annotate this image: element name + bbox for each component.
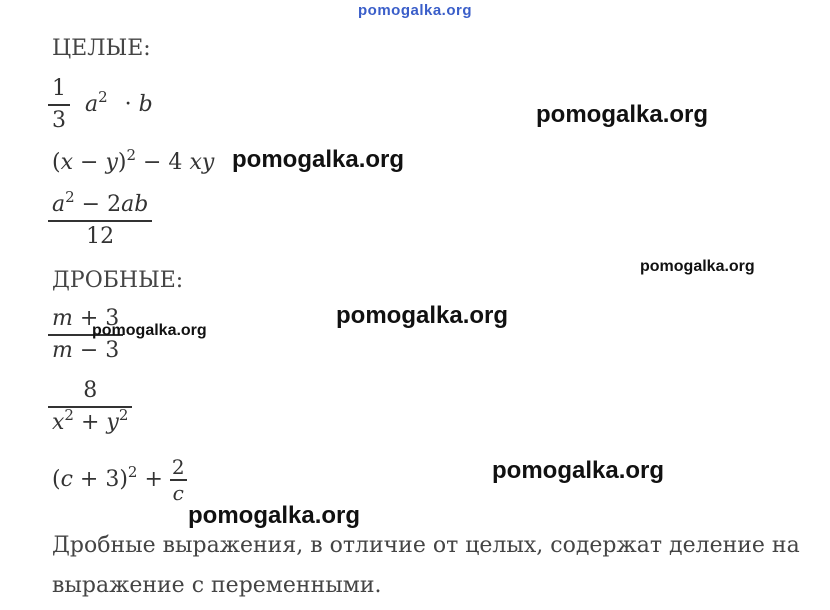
- open-paren: (: [52, 150, 61, 175]
- expression-6: [52, 456, 187, 504]
- fraction: [48, 188, 152, 250]
- watermark: pomogalka.org: [640, 258, 755, 275]
- variable-a: a: [85, 91, 99, 117]
- variable-y: y: [106, 409, 119, 435]
- denominator-rest: − 3: [72, 337, 120, 363]
- exponent: 2: [118, 405, 129, 424]
- exponent: 2: [126, 146, 137, 164]
- expression-1: [48, 76, 153, 134]
- close-paren: ): [117, 150, 127, 175]
- expression-5: [48, 378, 132, 436]
- watermark: pomogalka.org: [536, 101, 709, 128]
- variable-ab: ab: [121, 192, 149, 217]
- fraction-numerator: 1: [52, 76, 66, 101]
- expression-rest: − 4: [136, 150, 190, 175]
- variable-x: x: [60, 150, 74, 175]
- variable-m: m: [52, 306, 73, 331]
- variable-xy: xy: [189, 150, 215, 175]
- multiply-dot: ·: [124, 91, 132, 117]
- fraction-denominator: 12: [86, 223, 115, 249]
- fraction-denominator: 3: [52, 107, 66, 133]
- watermark: pomogalka.org: [232, 146, 405, 173]
- fraction-denominator: [48, 405, 132, 436]
- variable-x: x: [52, 409, 65, 435]
- open-paren: (: [52, 466, 61, 492]
- conclusion-paragraph: [52, 526, 822, 606]
- fraction: [170, 456, 187, 504]
- fraction-numerator: 8: [83, 378, 98, 403]
- watermark: pomogalka.org: [92, 322, 207, 339]
- fraction-one-third: [48, 76, 70, 134]
- variable-c: c: [60, 466, 73, 492]
- conclusion-line-1: Дробные выражения, в отличие от целых, содержат деление на: [52, 533, 800, 558]
- exponent: 2: [98, 87, 108, 106]
- whole-expressions-heading: ЦЕЛЫЕ:: [52, 36, 151, 61]
- variable-a: a: [52, 192, 66, 217]
- minus-sign: −: [73, 150, 106, 175]
- fraction-numerator: [48, 188, 152, 220]
- exponent: 2: [64, 405, 74, 424]
- exponent: 2: [65, 188, 75, 206]
- expression-2: [52, 146, 215, 175]
- conclusion-line-2: выражение с переменными.: [52, 573, 382, 598]
- exponent: 2: [127, 462, 138, 481]
- fraction: [48, 378, 132, 436]
- watermark-top: pomogalka.org: [358, 2, 473, 19]
- fractional-expressions-heading: ДРОБНЫЕ:: [52, 268, 184, 293]
- fraction-denominator: c: [172, 480, 184, 505]
- watermark: pomogalka.org: [336, 302, 509, 329]
- plus-sign: +: [137, 466, 170, 492]
- expression-3: [48, 188, 152, 250]
- variable-b: b: [138, 91, 153, 117]
- numerator-rest: + 3: [72, 306, 120, 331]
- watermark: pomogalka.org: [492, 457, 665, 484]
- expression-rest: + 3): [72, 466, 128, 492]
- watermark: pomogalka.org: [188, 502, 361, 529]
- numerator-rest: − 2: [74, 192, 122, 217]
- variable-y: y: [105, 150, 118, 175]
- plus-sign: +: [73, 409, 107, 435]
- variable-m: m: [52, 337, 73, 363]
- fraction-numerator: 2: [171, 455, 185, 479]
